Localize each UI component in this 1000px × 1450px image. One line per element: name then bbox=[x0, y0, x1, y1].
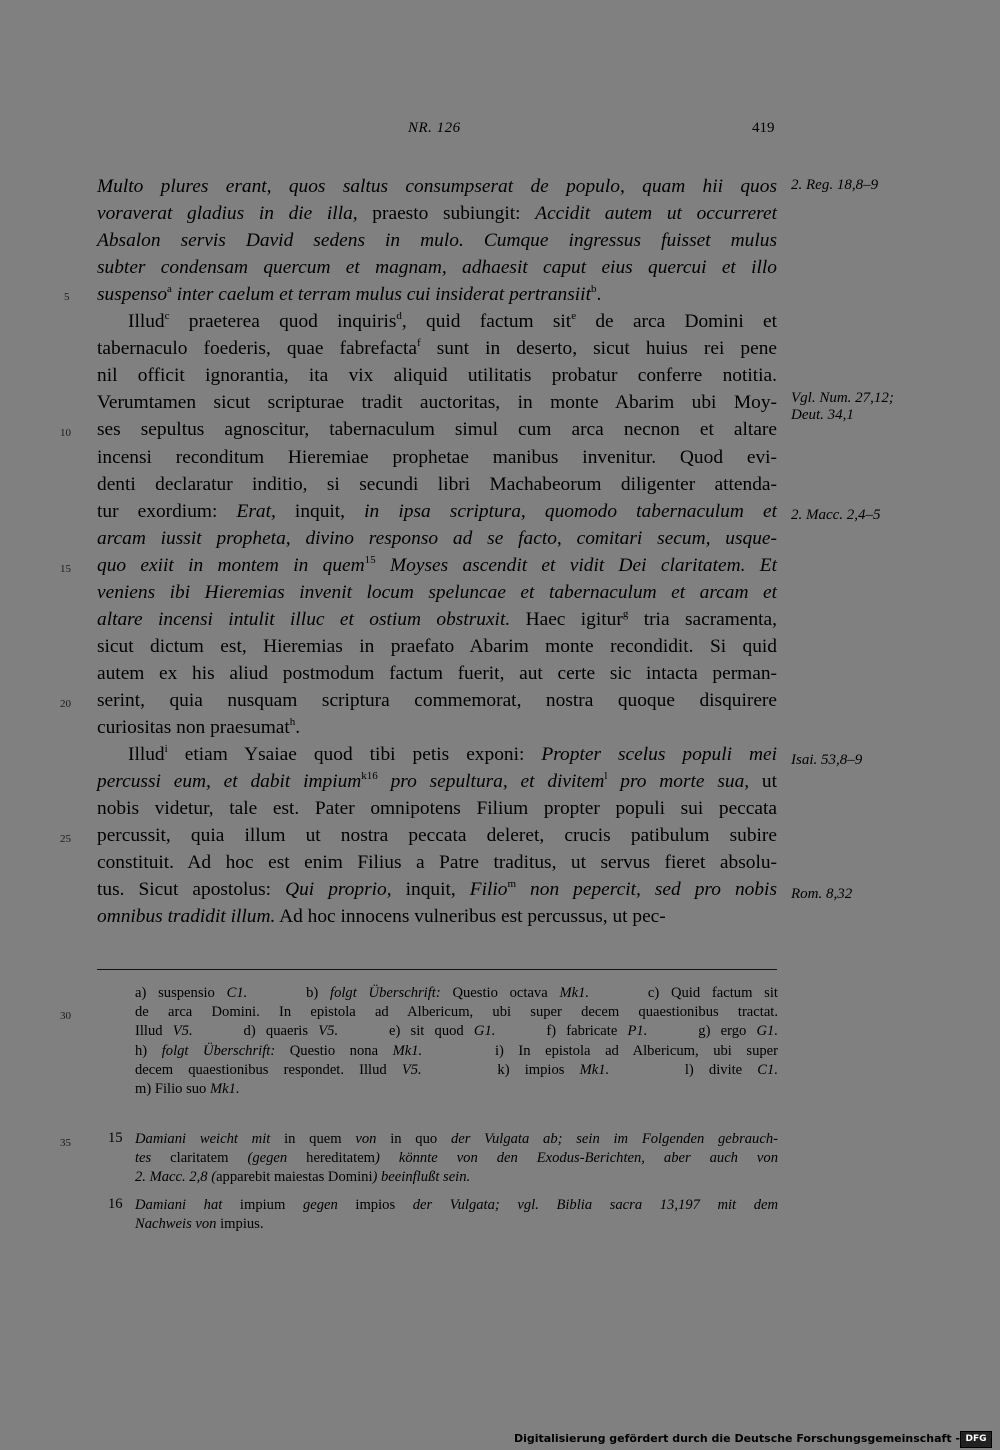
margin-reference: 2. Macc. 2,4–5 bbox=[791, 507, 881, 523]
line-number: 25 bbox=[60, 833, 71, 845]
footnote-line: 2. Macc. 2,8 (apparebit maiestas Domini) beeinflußt sein. bbox=[135, 1169, 471, 1186]
text-line: altare incensi intulit illuc et ostium obstruxit. Haec igitur$^g$ tria sacramenta, bbox=[97, 607, 777, 630]
footnote-line: Illud V5. d) quaeris V5. e) sit quod G1. f) fabricate P1. g) ergo G1. bbox=[135, 1023, 778, 1040]
line-number: 5 bbox=[64, 291, 70, 303]
text-line: arcam iussit propheta, divino responso ad se facto, comitari secum, usque- bbox=[97, 527, 777, 549]
text-line: Illud$^i$ etiam Ysaiae quod tibi petis exponi: Propter scelus populi mei bbox=[128, 743, 778, 766]
footnote-number: 16 bbox=[108, 1196, 123, 1212]
text-line: Verumtamen sicut scripturae tradit auctoritas, in monte Abarim ubi Moy- bbox=[97, 392, 777, 414]
footnote-line: h) folgt Überschrift: Questio nona Mk1. i) In epistola ad Albericum, ubi super bbox=[135, 1042, 778, 1059]
running-header-title: NR. 126 bbox=[408, 120, 461, 136]
text-line: incensi reconditum Hieremiae prophetae manibus invenitur. Quod evi- bbox=[97, 446, 777, 468]
line-number: 35 bbox=[60, 1137, 71, 1149]
footnote-line: decem quaestionibus respondet. Illud V5. k) impios Mk1. l) divite C1. bbox=[135, 1061, 778, 1078]
line-number: 15 bbox=[60, 563, 71, 575]
text-line: quo exiit in montem in quem$^{15}$ Moyses ascendit et vidit Dei claritatem. Et bbox=[97, 553, 777, 576]
margin-reference: Vgl. Num. 27,12; bbox=[791, 390, 894, 406]
text-line: sicut dictum est, Hieremias in praefato Abarim monte recondidit. Si quid bbox=[97, 635, 777, 657]
line-number: 30 bbox=[60, 1010, 71, 1022]
text-line: nil officit ignorantia, ita vix aliquid utilitatis probatur conferre notitia. bbox=[97, 365, 777, 387]
footnote-line: Damiani weicht mit in quem von in quo der Vulgata ab; sein im Folgenden gebrauch- bbox=[135, 1131, 778, 1147]
footnote-line: Damiani hat impium gegen impios der Vulgata; vgl. Biblia sacra 13,197 mit dem bbox=[135, 1197, 779, 1213]
line-number: 20 bbox=[60, 698, 71, 710]
text-line: Multo plures erant, quos saltus consumpserat de populo, quam hii quos bbox=[97, 176, 777, 197]
footnote-line: m) Filio suo Mk1. bbox=[135, 1081, 240, 1097]
text-line: constituit. Ad hoc est enim Filius a Patre traditus, ut servus fieret absolu- bbox=[97, 852, 777, 874]
text-line: omnibus tradidit illum. Ad hoc innocens vulneribus est percussus, ut pec- bbox=[97, 906, 666, 928]
page-number: 419 bbox=[752, 120, 775, 136]
footnote-divider bbox=[97, 969, 777, 970]
text-line: Illud$^c$ praeterea quod inquiris$^d$, quid factum sit$^e$ de arca Domini et bbox=[128, 310, 778, 333]
text-line: autem ex his aliud postmodum factum fuerit, aut certe sic intacta perman- bbox=[97, 662, 777, 684]
text-line: tabernaculo foederis, quae fabrefacta$^f$ sunt in deserto, sicut huius rei pene bbox=[97, 337, 777, 360]
text-line: subter condensam quercum et magnam, adhaesit caput eius quercui et illo bbox=[97, 257, 777, 279]
margin-reference: Rom. 8,32 bbox=[791, 886, 853, 902]
text-line: percussi eum, et dabit impium$^{k16}$ pro sepultura, et divitem$^l$ pro morte sua, ut bbox=[97, 770, 778, 793]
margin-reference: Deut. 34,1 bbox=[791, 407, 854, 423]
footnote-number: 15 bbox=[108, 1130, 123, 1146]
text-line: nobis videtur, tale est. Pater omnipotens Filium propter populi sui peccata bbox=[97, 798, 777, 820]
text-line: denti declaratur inditio, si secundi libri Machabeorum diligenter attenda- bbox=[97, 473, 777, 495]
text-line: tur exordium: Erat, inquit, in ipsa scriptura, quomodo tabernaculum et bbox=[97, 500, 777, 522]
footnote-line: tes claritatem (gegen hereditatem) könnte von den Exodus-Berichten, aber auch von bbox=[135, 1150, 778, 1167]
text-line: suspenso$^a$ inter caelum et terram mulus cui insiderat pertransiit$^b$. bbox=[97, 283, 602, 306]
dfg-logo: DFG bbox=[960, 1431, 992, 1448]
text-line: curiositas non praesumat$^h$. bbox=[97, 716, 301, 738]
margin-reference: Isai. 53,8–9 bbox=[791, 752, 863, 768]
text-line: Absalon servis David sedens in mulo. Cumque ingressus fuisset mulus bbox=[97, 230, 777, 252]
line-number: 10 bbox=[60, 427, 71, 439]
text-line: serint, quia nusquam scriptura commemorat, nostra quoque disquirere bbox=[97, 689, 777, 711]
text-line: tus. Sicut apostolus: Qui proprio, inquit, Filio$^m$ non pepercit, sed pro nobis bbox=[97, 878, 777, 901]
text-line: veniens ibi Hieremias invenit locum speluncae et tabernaculum et arcam et bbox=[97, 581, 777, 603]
footnote-line: a) suspensio C1. b) folgt Überschrift: Questio octava Mk1. c) Quid factum sit bbox=[135, 985, 778, 1001]
footnote-line: Nachweis von impius. bbox=[135, 1216, 264, 1233]
margin-reference: 2. Reg. 18,8–9 bbox=[791, 177, 879, 193]
text-line: percussit, quia illum ut nostra peccata deleret, crucis patibulum subire bbox=[97, 825, 777, 847]
text-line: voraverat gladius in die illa, praesto subiungit: Accidit autem ut occurreret bbox=[97, 203, 778, 225]
text-line: ses sepultus agnoscitur, tabernaculum simul cum arca necnon et altare bbox=[97, 419, 777, 441]
footnote-line: de arca Domini. In epistola ad Albericum, ubi super decem quaestionibus tractat. bbox=[135, 1004, 778, 1021]
funding-notice: Digitalisierung gefördert durch die Deutsche Forschungsgemeinschaft - bbox=[513, 1432, 960, 1445]
